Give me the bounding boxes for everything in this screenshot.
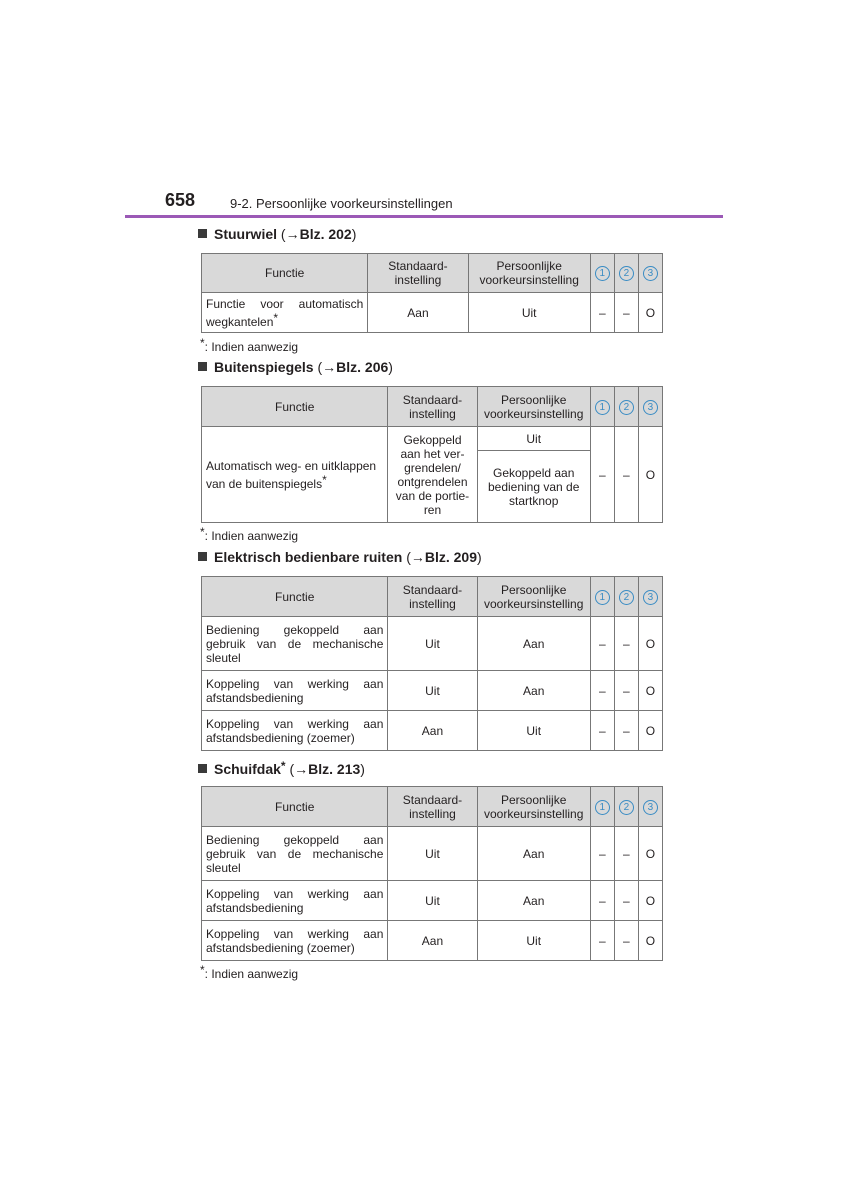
page-reference[interactable]: (→Blz. 202) (280, 226, 357, 242)
col-personal-header: Persoonlijke voorkeursinstelling (468, 254, 590, 293)
circled-number-icon: 2 (619, 590, 634, 605)
settings-table-stuurwiel (201, 253, 663, 333)
function-cell: Functie voor automatisch wegkantelen* (202, 293, 368, 333)
table-row (202, 671, 663, 711)
col-personal-header: Persoonlijke voorkeursinstelling (477, 787, 590, 827)
col-default-header: Standaard- instelling (388, 787, 477, 827)
settings-table-buitenspiegels (201, 386, 663, 523)
table-header-row (202, 387, 663, 427)
mode-1-cell: – (590, 921, 614, 961)
table-row (202, 711, 663, 751)
default-cell: Uit (388, 671, 477, 711)
circled-number-icon: 3 (643, 800, 658, 815)
circled-number-icon: 3 (643, 400, 658, 415)
col-default-header: Standaard- instelling (388, 387, 477, 427)
settings-table-ruiten (201, 576, 663, 751)
mode-3-cell: O (638, 293, 662, 333)
col-1-header (590, 254, 614, 293)
footnote: *: Indien aanwezig (200, 525, 299, 543)
col-3-header (638, 577, 662, 617)
col-2-header (614, 577, 638, 617)
col-function-header: Functie (202, 254, 368, 293)
page-reference[interactable]: (→Blz. 213) (289, 761, 365, 777)
mode-2-cell: – (614, 711, 638, 751)
settings-table-schuifdak (201, 786, 663, 961)
header-rule (125, 215, 723, 218)
col-1-header (590, 577, 614, 617)
col-2-header (614, 787, 638, 827)
circled-number-icon: 2 (619, 400, 634, 415)
mode-1-cell: – (590, 671, 614, 711)
circled-number-icon: 2 (619, 800, 634, 815)
mode-1-cell: – (590, 293, 614, 333)
mode-3-cell: O (638, 427, 662, 523)
personal-cell: Uit (477, 427, 590, 451)
personal-cell: Aan (477, 881, 590, 921)
section-heading-ruiten: Elektrisch bedienbare ruiten (→Blz. 209) (198, 549, 482, 565)
mode-3-cell: O (638, 617, 662, 671)
default-cell: Gekoppeld aan het ver-grendelen/ ontgrendelen van de portie-ren (388, 427, 477, 523)
function-cell: Koppeling van werking aan afstandsbediening (zoemer) (202, 711, 388, 751)
circled-number-icon: 3 (643, 266, 658, 281)
table-header-row (202, 577, 663, 617)
default-cell: Aan (388, 921, 477, 961)
col-function-header: Functie (202, 387, 388, 427)
page-reference[interactable]: (→Blz. 209) (406, 549, 482, 565)
table-row (202, 617, 663, 671)
table-row (202, 427, 663, 451)
col-3-header (638, 387, 662, 427)
mode-1-cell: – (590, 617, 614, 671)
function-cell: Koppeling van werking aan afstandsbediening (202, 881, 388, 921)
mode-2-cell: – (614, 427, 638, 523)
col-3-header (638, 787, 662, 827)
bullet-square-icon (198, 552, 207, 561)
personal-cell: Aan (477, 617, 590, 671)
function-cell: Bediening gekoppeld aan gebruik van de mechanische sleutel (202, 617, 388, 671)
function-cell: Koppeling van werking aan afstandsbediening (202, 671, 388, 711)
page-header (125, 188, 723, 218)
table-row (202, 921, 663, 961)
function-cell: Koppeling van werking aan afstandsbediening (zoemer) (202, 921, 388, 961)
page-number: 658 (165, 190, 196, 210)
mode-2-cell: – (614, 671, 638, 711)
bullet-square-icon (198, 362, 207, 371)
mode-1-cell: – (590, 881, 614, 921)
footnote: *: Indien aanwezig (200, 336, 299, 354)
function-cell: Automatisch weg- en uitklappen van de buitenspiegels* (202, 427, 388, 523)
table-row (202, 827, 663, 881)
footnote: *: Indien aanwezig (200, 963, 299, 981)
col-personal-header: Persoonlijke voorkeursinstelling (477, 387, 590, 427)
circled-number-icon: 1 (595, 400, 610, 415)
mode-3-cell: O (638, 827, 662, 881)
mode-2-cell: – (614, 827, 638, 881)
personal-cell: Uit (477, 921, 590, 961)
personal-cell: Uit (468, 293, 590, 333)
col-3-header (638, 254, 662, 293)
page-reference[interactable]: (→Blz. 206) (317, 359, 393, 375)
table-row (202, 881, 663, 921)
personal-cell: Aan (477, 671, 590, 711)
mode-3-cell: O (638, 671, 662, 711)
mode-3-cell: O (638, 881, 662, 921)
mode-2-cell: – (614, 921, 638, 961)
bullet-square-icon (198, 764, 207, 773)
col-default-header: Standaard- instelling (388, 577, 477, 617)
mode-2-cell: – (614, 617, 638, 671)
mode-2-cell: – (614, 293, 638, 333)
default-cell: Aan (368, 293, 468, 333)
circled-number-icon: 1 (595, 590, 610, 605)
personal-cell: Gekoppeld aan bediening van de startknop (477, 451, 590, 523)
table-header-row (202, 254, 663, 293)
col-function-header: Functie (202, 577, 388, 617)
col-2-header (614, 254, 638, 293)
section-heading-schuifdak: Schuifdak* (→Blz. 213) (198, 759, 365, 777)
personal-cell: Aan (477, 827, 590, 881)
circled-number-icon: 1 (595, 800, 610, 815)
mode-1-cell: – (590, 827, 614, 881)
mode-3-cell: O (638, 921, 662, 961)
default-cell: Uit (388, 617, 477, 671)
function-cell: Bediening gekoppeld aan gebruik van de mechanische sleutel (202, 827, 388, 881)
mode-1-cell: – (590, 711, 614, 751)
bullet-square-icon (198, 229, 207, 238)
chapter-title: 9-2. Persoonlijke voorkeursinstellingen (230, 196, 453, 211)
table-header-row (202, 787, 663, 827)
mode-2-cell: – (614, 881, 638, 921)
col-personal-header: Persoonlijke voorkeursinstelling (477, 577, 590, 617)
mode-3-cell: O (638, 711, 662, 751)
section-heading-stuurwiel: Stuurwiel (→Blz. 202) (198, 226, 356, 242)
default-cell: Uit (388, 881, 477, 921)
col-1-header (590, 787, 614, 827)
personal-cell: Uit (477, 711, 590, 751)
col-default-header: Standaard- instelling (368, 254, 468, 293)
circled-number-icon: 1 (595, 266, 610, 281)
section-heading-buitenspiegels: Buitenspiegels (→Blz. 206) (198, 359, 393, 375)
col-function-header: Functie (202, 787, 388, 827)
table-row (202, 293, 663, 333)
col-1-header (590, 387, 614, 427)
default-cell: Uit (388, 827, 477, 881)
circled-number-icon: 3 (643, 590, 658, 605)
col-2-header (614, 387, 638, 427)
default-cell: Aan (388, 711, 477, 751)
mode-1-cell: – (590, 427, 614, 523)
circled-number-icon: 2 (619, 266, 634, 281)
